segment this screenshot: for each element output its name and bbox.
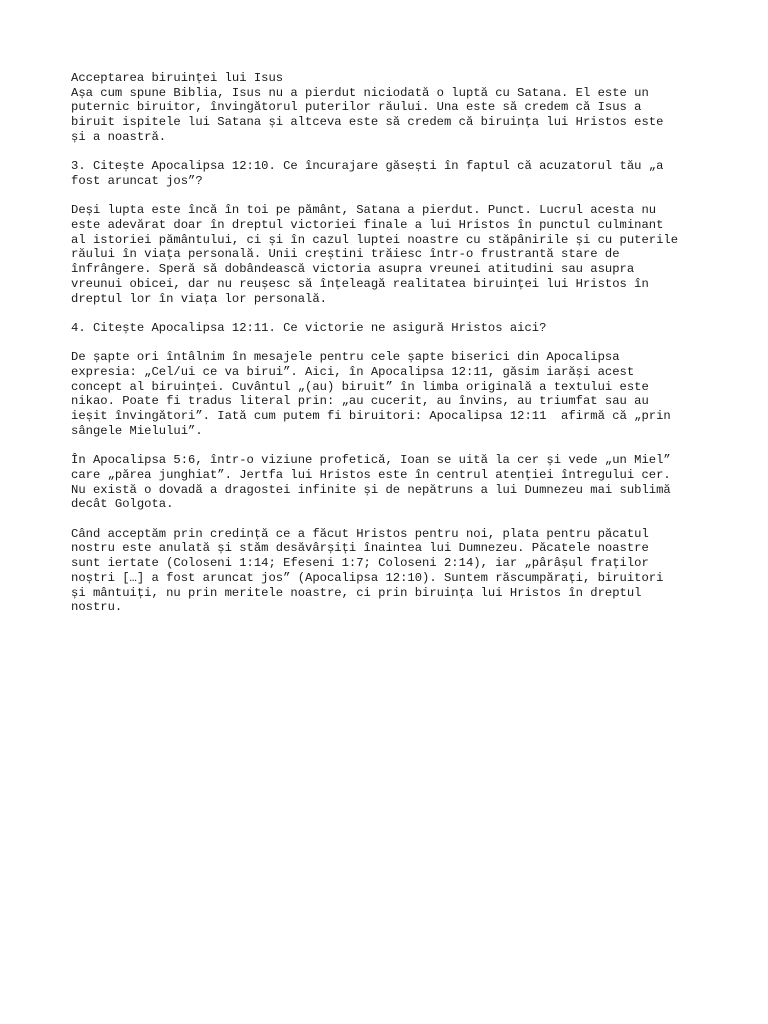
- text-line: este adevărat doar în dreptul victoriei finale a lui Hristos în punctul culminant: [71, 218, 664, 232]
- text-line: dreptul lor în viața lor personală.: [71, 291, 327, 306]
- text-line: În Apocalipsa 5:6, într-o viziune profetică, Ioan se uită la cer și vede „un Miel”: [71, 453, 671, 468]
- paragraph-apocalipsa-5-6: [71, 453, 711, 512]
- text-line: al istoriei pământului, ci și în cazul luptei noastre cu stăpânirile și cu puterile: [71, 232, 679, 247]
- document-title: Acceptarea biruinței lui Isus: [71, 71, 284, 85]
- paragraph-intro: [71, 71, 711, 145]
- text-line: răului în viața personală. Unii creștini trăiesc într-o frustrantă stare de: [71, 247, 620, 262]
- text-line: vreunui obicei, dar nu reușesc să înțeleagă realitatea biruinței lui Hristos în: [71, 276, 649, 291]
- text-line: și mântuiți, nu prin meritele noastre, ci prin biruința lui Hristos în dreptul: [71, 585, 642, 600]
- text-line: 3. Citește Apocalipsa 12:10. Ce încurajare găsești în faptul că acuzatorul tău „a: [71, 159, 664, 174]
- text-line: concept al biruinței. Cuvântul „(au) biruit” în limba originală a textului este: [71, 379, 649, 394]
- text-line: 4. Citește Apocalipsa 12:11. Ce victorie ne asigură Hristos aici?: [71, 320, 547, 335]
- text-line: nikao. Poate fi tradus literal prin: „au cucerit, au învins, au triumfat sau au: [71, 394, 649, 409]
- text-line: nostru.: [71, 600, 123, 615]
- paragraph-conclusion: [71, 527, 711, 615]
- text-line: puternic biruitor, învingătorul puterilor răului. Una este să credem că Isus a: [71, 100, 642, 115]
- text-line: expresia: „Cel/ui ce va birui”. Aici, în Apocalipsa 12:11, găsim iarăși acest: [71, 365, 635, 379]
- paragraph-answer-4: [71, 350, 711, 438]
- text-line: sângele Mielului”.: [71, 423, 203, 438]
- question-4: [71, 321, 711, 336]
- text-line: noștri […] a fost aruncat jos” (Apocalipsa 12:10). Suntem răscumpărați, biruitori: [71, 570, 664, 585]
- text-line: ieșit învingători”. Iată cum putem fi biruitori: Apocalipsa 12:11 afirmă că „prin: [71, 409, 671, 424]
- question-3: [71, 159, 711, 188]
- text-line: decât Golgota.: [71, 497, 174, 512]
- text-line: De șapte ori întâlnim în mesajele pentru cele șapte biserici din Apocalipsa: [71, 350, 620, 365]
- text-line: biruit ispitele lui Satana și altceva este să credem că biruința lui Hristos este: [71, 115, 664, 130]
- text-line: sunt iertate (Coloseni 1:14; Efeseni 1:7; Coloseni 2:14), iar „pârâșul fraților: [71, 556, 649, 571]
- text-line: Nu există o dovadă a dragostei infinite și de nepătruns a lui Dumnezeu mai sublimă: [71, 482, 671, 497]
- text-line: Deși lupta este încă în toi pe pământ, Satana a pierdut. Punct. Lucrul acesta nu: [71, 203, 657, 218]
- text-line: fost aruncat jos”?: [71, 173, 203, 188]
- paragraph-answer-3: [71, 203, 711, 306]
- text-line: care „părea junghiat”. Jertfa lui Hristos este în centrul atenției întregului cer.: [71, 467, 671, 482]
- document-page: [71, 71, 711, 630]
- text-line: și a noastră.: [71, 129, 167, 144]
- text-line: nostru este anulată și stăm desăvârșiți înaintea lui Dumnezeu. Păcatele noastre: [71, 541, 649, 556]
- text-line: înfrângere. Speră să dobândească victoria asupra vreunei atitudini sau asupra: [71, 262, 635, 277]
- text-line: Când acceptăm prin credință ce a făcut Hristos pentru noi, plata pentru păcatul: [71, 526, 649, 541]
- text-line: Așa cum spune Biblia, Isus nu a pierdut niciodată o luptă cu Satana. El este un: [71, 85, 649, 100]
